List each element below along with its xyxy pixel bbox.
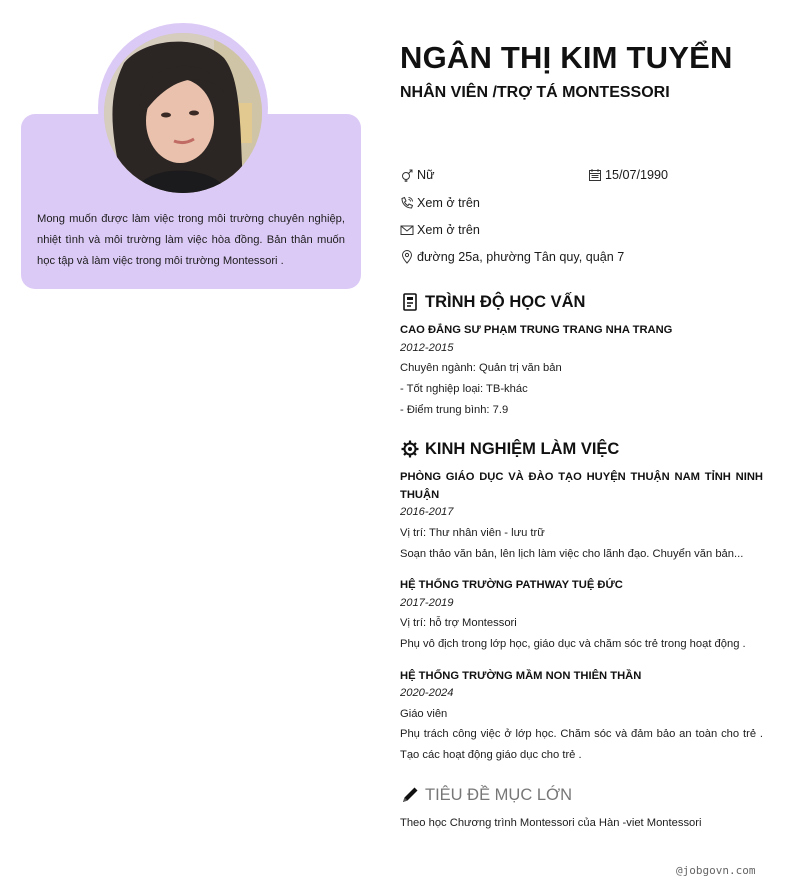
job-line: Soạn thảo văn bản, lên lịch làm việc cho lãnh đạo. Chuyển văn bản...: [400, 548, 744, 560]
job-company: HỆ THỐNG TRƯỜNG MẦM NON THIÊN THẦN: [400, 670, 642, 682]
email-row: [400, 223, 480, 237]
education-line: - Tốt nghiệp loại: TB-khác: [400, 383, 528, 395]
job-period: 2017-2019: [400, 597, 454, 609]
birthdate-row: [588, 168, 668, 182]
education-line: Chuyên ngành: Quản trị văn bản: [400, 362, 562, 374]
phone-icon: [400, 196, 414, 210]
job-line: Vị trí: Thư nhân viên - lưu trữ: [400, 527, 545, 539]
phone-row: [400, 196, 480, 210]
education-heading-text: TRÌNH ĐỘ HỌC VẤN: [425, 292, 586, 311]
full-name: NGÂN THỊ KIM TUYỂN: [400, 40, 733, 75]
avatar-photo: [104, 33, 262, 193]
job-line: Giáo viên: [400, 708, 448, 720]
email-icon: [400, 223, 414, 237]
job-period: 2016-2017: [400, 506, 454, 518]
extra-heading-text: TIÊU ĐỀ MỤC LỚN: [425, 785, 573, 804]
gender-value: Nữ: [417, 168, 435, 182]
job-period: 2020-2024: [400, 687, 454, 699]
birthdate-value: 15/07/1990: [605, 168, 669, 182]
job-line: Vị trí: hỗ trợ Montessori: [400, 617, 517, 629]
gender-row: [400, 168, 435, 182]
watermark: @jobgovn.com: [676, 864, 756, 877]
job-company: HỆ THỐNG TRƯỜNG PATHWAY TUỆ ĐỨC: [400, 579, 623, 591]
job-title: NHÂN VIÊN /TRỢ TÁ MONTESSORI: [400, 84, 670, 101]
gender-icon: [400, 168, 414, 182]
job-line: Phụ vô địch trong lớp học, giáo dục và chăm sóc trẻ trong hoạt động .: [400, 638, 746, 650]
address-value: đường 25a, phường Tân quy, quận 7: [417, 250, 625, 264]
phone-value: Xem ở trên: [417, 196, 480, 210]
email-value: Xem ở trên: [417, 223, 480, 237]
education-heading: [400, 292, 585, 312]
extra-text: Theo học Chương trình Montessori của Hàn -viet Montessori: [400, 817, 702, 829]
education-line: - Điểm trung bình: 7.9: [400, 404, 509, 416]
career-objective: Mong muốn được làm việc trong môi trường chuyên nghiệp, nhiệt tình và môi trường làm việc hòa đồng. Bản thân muốn học tập và làm việc trong môi trường Montessori .: [37, 213, 345, 267]
education-school: CAO ĐẲNG SƯ PHẠM TRUNG TRANG NHA TRANG: [400, 324, 673, 336]
calendar-icon: [588, 168, 602, 182]
extra-heading: [400, 785, 572, 805]
education-icon: [400, 292, 420, 312]
job-company: PHÒNG GIÁO DỤC VÀ ĐÀO TẠO HUYỆN THUẬN NAM TỈNH NINH THUẬN: [400, 471, 763, 501]
experience-heading-text: KINH NGHIỆM LÀM VIỆC: [425, 439, 620, 458]
address-row: [400, 250, 624, 264]
pencil-icon: [400, 785, 420, 805]
experience-gear-icon: [400, 439, 420, 459]
education-period: 2012-2015: [400, 342, 454, 354]
location-icon: [400, 250, 414, 264]
experience-heading: [400, 439, 619, 459]
job-line: Phụ trách công việc ở lớp học. Chăm sóc và đảm bảo an toàn cho trẻ . Tạo các hoạt động giáo dục cho trẻ .: [400, 728, 763, 761]
